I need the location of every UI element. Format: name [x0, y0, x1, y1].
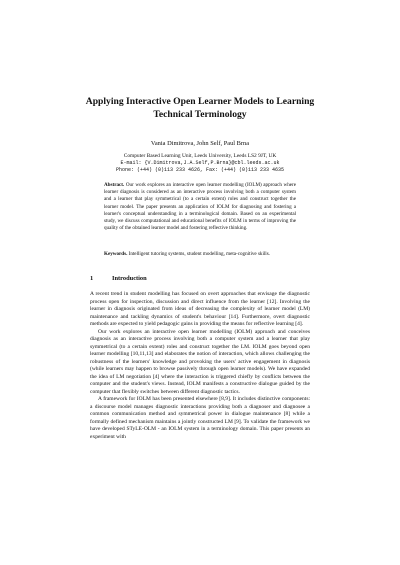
phone-fax: Phone: (+44) (0)113 233 4626, Fax: (+44) (0)113 233 4635 — [115, 167, 285, 173]
affiliation-block — [60, 153, 340, 174]
title-line-2: Technical Terminology — [153, 109, 247, 120]
section-heading — [90, 275, 147, 282]
abstract-text: Our work explores an interactive open learner modelling (IOLM) approach where learner diagnosis is considered as an interactive process involving both a computer system and a learner that play symmetrical (to a certain extent) roles and construct together the learner model. The paper presents an application of IOLM for diagnosing and fostering a learner's conceptual understanding in a terminological domain. Based on an experimental study, we discuss computational and educational benefits of IOLM in terms of improving the quality of the obtained learner model and fostering reflective thinking. — [104, 182, 296, 232]
keywords-label: Keywords. — [104, 251, 128, 257]
title-line-1: Applying Interactive Open Learner Models to Learning — [85, 96, 315, 107]
authors: Vania Dimitrova, John Self, Paul Brna — [150, 140, 250, 147]
paper-title — [60, 95, 340, 121]
paragraph: A recent trend in student modelling has focused on overt approaches that envisage the diagnostic process open for inspection, discussion and direct influence from the learner [12]. Involving the learner in diagnosis originated from ideas of decreasing the complexity of learner model (LM) maintenance and tackling dynamics of student's behaviour [14]. Furthermore, overt diagnostic methods are expected to yield pedagogic gains in providing the means for reflective learning [4]. — [90, 291, 310, 327]
paragraph: Our work explores an interactive open learner modelling (IOLM) approach and conceives diagnosis as an interactive process involving both a computer system and a learner that play symmetrical (to a certain extent) roles and construct together the LM. IOLM goes beyond open learner modelling [10,11,13] and elaborates the notion of interaction, which allows challenging the robustness of the learners' knowledge and provoking the users' active engagement in diagnosis (while learners may happen to browse passively through open learner models). We have expanded the idea of LM negotiation [4] where the interaction is triggered chiefly by conflicts between the computer and the student's views. Instead, IOLM manifests a constructive dialogue guided by the computer that flexibly switches between different diagnostic tactics. — [90, 328, 310, 395]
email: E-mail: {V.Dimitrova,J.A.Self,P.Brna}@cbl.leeds.ac.uk — [120, 160, 280, 166]
section-number: 1 — [90, 275, 94, 282]
section-title: Introduction — [112, 275, 147, 282]
affiliation: Computer Based Learning Unit, Leeds University, Leeds LS2 9JT, UK — [123, 153, 277, 159]
abstract-label: Abstract. — [104, 182, 125, 188]
body-text — [90, 291, 310, 441]
keywords-text: Intelligent tutoring systems, student modelling, meta-cognitive skills. — [128, 251, 270, 257]
keywords — [104, 251, 296, 258]
abstract — [104, 182, 296, 232]
paragraph: A framework for IOLM has been presented elsewhere [8,9]. It includes distinctive components: a discourse model manages diagnostic interactions providing both a diagnoser and diagnosee a common communication method and symmetrical power in dialogue maintenance [8] while a formally defined mechanism maintains a jointly constructed LM [9]. To validate the framework we have developed STyLE-OLM - an IOLM system in a terminology domain. This paper presents an experiment with — [90, 396, 310, 440]
